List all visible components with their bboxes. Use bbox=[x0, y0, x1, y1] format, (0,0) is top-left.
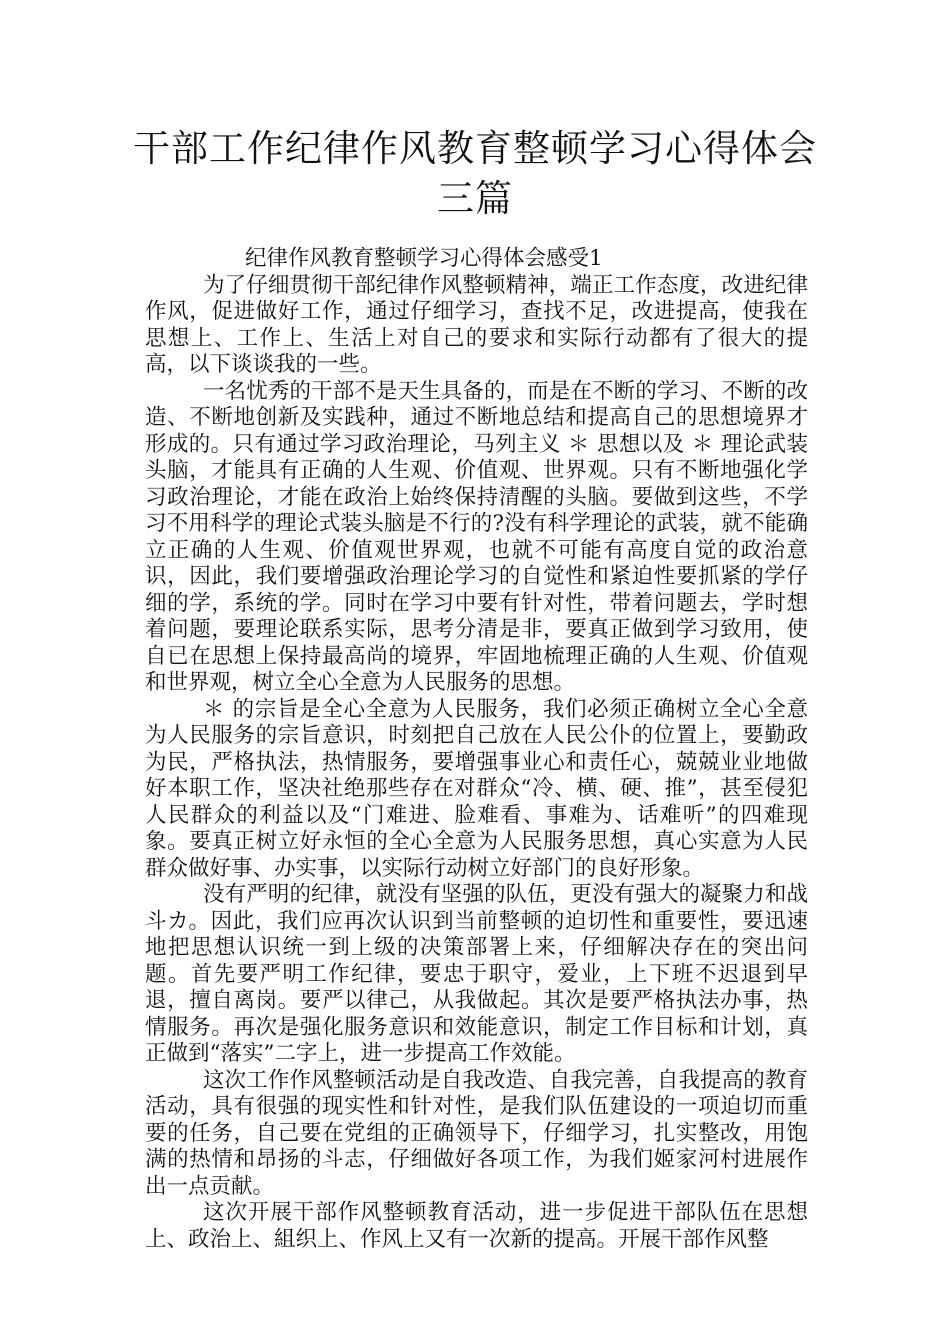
paragraph: 一名忧秀的干部不是天生具备的，而是在不断的学习、不断的改造、不断地创新及实践种，通过不断地总结和提高自己的思想境界才形成的。只有通过学习政治理论，马列主义 ＊ 思想以及 ＊ 理论武装头脑，才能具有正确的人生观、价值观、世界观。只有不断地强化学习政治理论，才能在政治上始终保持清醒的头脑。要做到这些，不学习不用科学的理论式装头脑是不行的?没有科学理论的武装，就不能确立正确的人生观、价值观世界观，也就不可能有高度自觉的政治意识，因此，我们要增强政治理论学习的自觉性和紧迫性要抓紧的学仔细的学，系统的学。同时在学习中要有针对性，带着问题去，学时想着问题，要理论联系实际，思考分清是非，要真正做到学习致用，使自已在思想上保持最高尚的境界，牢固地梳理正确的人生观、价值观和世界观，树立全心全意为人民服务的思想。 bbox=[145, 378, 808, 695]
title-line-1: 干部工作纪律作风教育整顿学习心得体会 bbox=[133, 127, 817, 170]
title-line-2: 三篇 bbox=[437, 177, 513, 220]
section-heading: 纪律作风教育整顿学习心得体会感受1 bbox=[245, 246, 603, 271]
document-body bbox=[145, 246, 808, 1253]
paragraph: 没有严明的纪律，就没有坚强的队伍，更没有强大的凝聚力和战斗カ。因此，我们应再次认识到当前整顿的迫切性和重要性，要迅速地把思想认识统一到上级的决策部署上来，仔细解决存在的突出问题。首先要严明工作纪律，要忠于职守，爱业，上下班不迟退到早退，擅自离岗。要严以律己，从我做起。其次是要严格执法办事，热情服务。再次是强化服务意识和效能意识，制定工作目标和计划，真正做到“落实”二字上，进一步提高工作效能。 bbox=[145, 882, 808, 1066]
paragraph: 这次工作作风整顿活动是自我改造、自我完善，自我提高的教育活动，具有很强的现实性和针对性，是我们队伍建设的一项迫切而重要的任务，自己要在党组的正确领导下，仔细学习，扎实整改，用饱满的热情和昂扬的斗志，仔细做好各项工作，为我们姬家河村进展作出一点贡献。 bbox=[145, 1067, 808, 1199]
document-title bbox=[110, 124, 840, 224]
paragraph: 为了仔细贯彻干部纪律作风整顿精神，端正工作态度，改进纪律作风，促进做好工作，通过仔细学习，查找不足，改进提高，使我在思想上、工作上、生活上对自己的要求和实际行动都有了很大的提高，以下谈谈我的一些。 bbox=[145, 272, 808, 377]
paragraph: ＊ 的宗旨是全心全意为人民服务，我们必须正确树立全心全意为人民服务的宗旨意识，时刻把自己放在人民公仆的位置上，要勤政为民，严格执法，热情服务，要增强事业心和责任心，兢兢业业地做好本职工作，坚决社绝那些存在对群众“冷、横、硬、推”，甚至侵犯人民群众的利益以及“门难进、脸难看、事难为、话难听”的四难现象。要真正树立好永恒的全心全意为人民服务思想，真心实意为人民群众做好事、办实事，以实际行动树立好部门的良好形象。 bbox=[145, 696, 808, 881]
paragraph: 这次开展干部作风整顿教育活动，进一步促进干部队伍在思想上、政治上、組织上、作风上又有一次新的提高。开展干部作风整 bbox=[145, 1200, 808, 1252]
